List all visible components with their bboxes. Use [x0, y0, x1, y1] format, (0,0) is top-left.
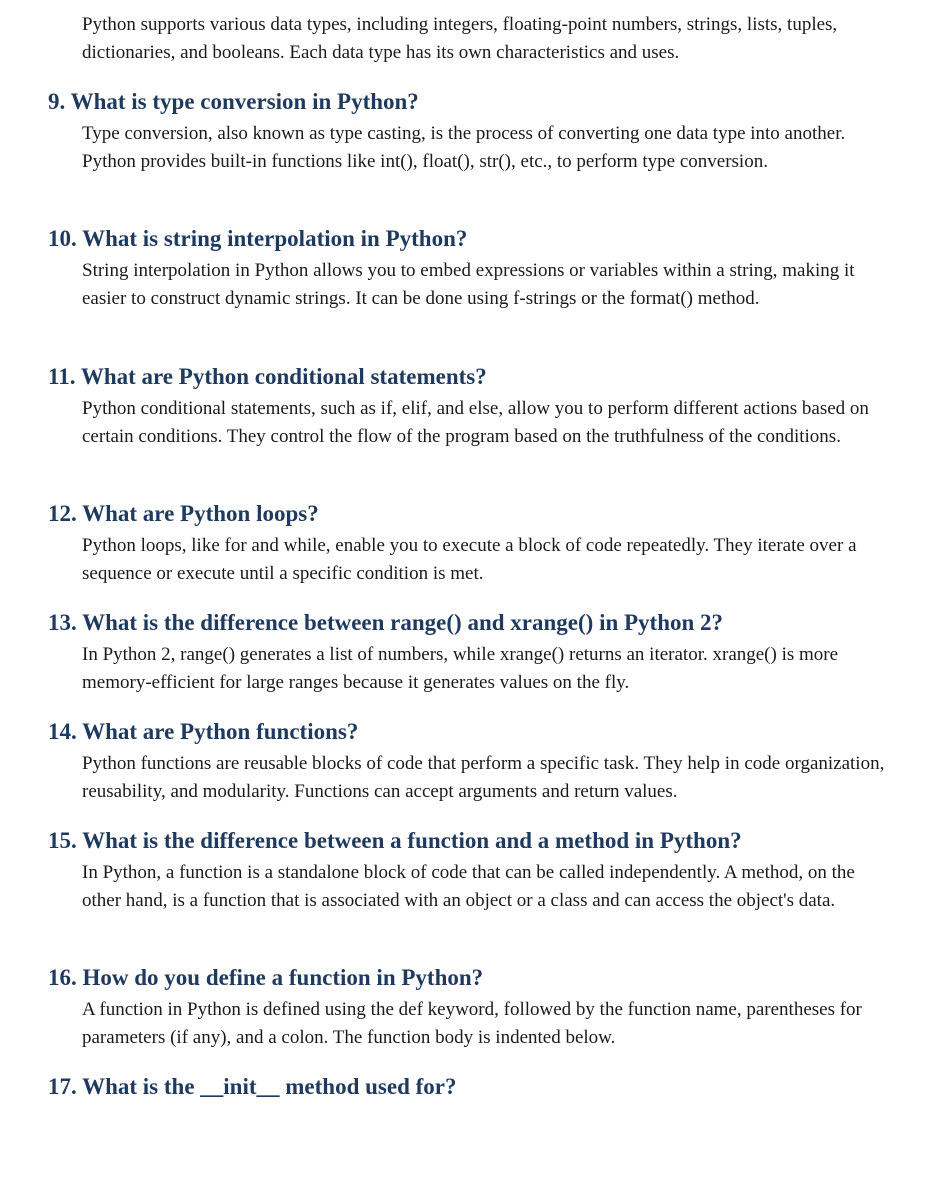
qa-item-13 — [0, 608, 928, 697]
question-heading: 14. What are Python functions? — [48, 719, 359, 744]
question-heading: 11. What are Python conditional statements? — [48, 364, 487, 389]
answer-paragraph: Python loops, like for and while, enable you to execute a block of code repeatedly. They iterate over a sequence or execute until a specific condition is met. — [82, 535, 857, 584]
intro-paragraph: Python supports various data types, including integers, floating-point numbers, strings, lists, tuples, dictionaries, and booleans. Each data type has its own characteristics and uses. — [82, 14, 838, 63]
qa-item-16 — [0, 963, 928, 1052]
qa-item-9 — [0, 87, 928, 176]
question-heading: 16. How do you define a function in Python? — [48, 965, 484, 990]
qa-item-12 — [0, 499, 928, 588]
qa-item-15 — [0, 826, 928, 915]
question-heading: 17. What is the __init__ method used for? — [48, 1074, 457, 1099]
qa-item-11 — [0, 362, 928, 451]
question-heading: 9. What is type conversion in Python? — [48, 89, 419, 114]
qa-item-17 — [0, 1072, 928, 1102]
answer-paragraph: Python functions are reusable blocks of code that perform a specific task. They help in code organization, reusability, and modularity. Functions can accept arguments and return values. — [82, 753, 885, 802]
question-heading: 15. What is the difference between a function and a method in Python? — [48, 828, 742, 853]
answer-paragraph: Python conditional statements, such as if, elif, and else, allow you to perform different actions based on certain conditions. They control the flow of the program based on the truthfulness of the conditions. — [82, 398, 869, 447]
answer-paragraph: String interpolation in Python allows you to embed expressions or variables within a string, making it easier to construct dynamic strings. It can be done using f-strings or the format() method. — [82, 260, 855, 309]
answer-paragraph: In Python 2, range() generates a list of numbers, while xrange() returns an iterator. xrange() is more memory-efficient for large ranges because it generates values on the fly. — [82, 644, 839, 693]
qa-item-14 — [0, 717, 928, 806]
answer-paragraph: A function in Python is defined using the def keyword, followed by the function name, parentheses for parameters (if any), and a colon. The function body is indented below. — [82, 999, 862, 1048]
question-heading: 13. What is the difference between range() and xrange() in Python 2? — [48, 610, 724, 635]
answer-paragraph: Type conversion, also known as type casting, is the process of converting one data type into another. Python provides built-in functions like int(), float(), str(), etc., to perform type conversion. — [82, 123, 846, 172]
question-heading: 10. What is string interpolation in Python? — [48, 226, 468, 251]
answer-paragraph: In Python, a function is a standalone block of code that can be called independently. A method, on the other hand, is a function that is associated with an object or a class and can access the object's data. — [82, 862, 855, 911]
qa-item-10 — [0, 224, 928, 313]
question-heading: 12. What are Python loops? — [48, 501, 319, 526]
